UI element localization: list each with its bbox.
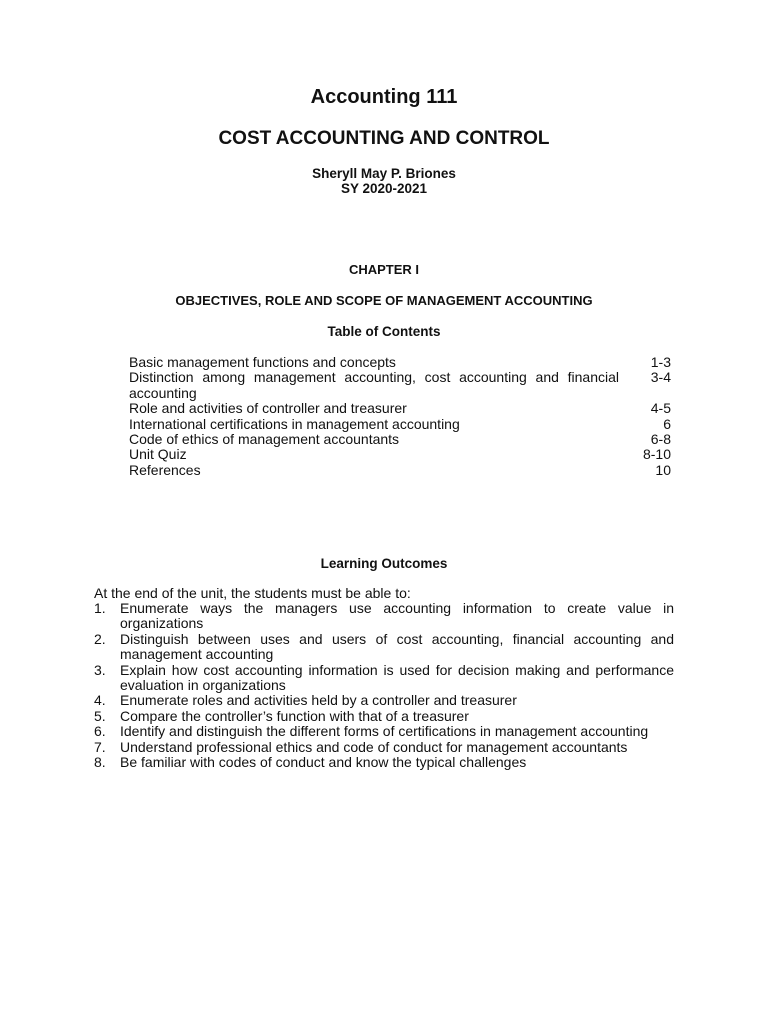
list-number: 2. <box>94 630 106 647</box>
list-number: 1. <box>94 600 106 616</box>
toc-row <box>129 417 671 432</box>
toc-heading: Table of Contents <box>327 324 441 339</box>
toc-item-title: Role and activities of controller and treasurer <box>129 400 407 417</box>
author-name: Sheryll May P. Briones <box>312 166 456 181</box>
toc-item-pages: 3-4 <box>650 369 671 386</box>
list-number: 3. <box>94 661 106 678</box>
list-text: Explain how cost accounting information is used for decision making and performance evaluation in organizations <box>120 661 674 694</box>
course-code-heading: Accounting 111 <box>310 86 458 108</box>
list-item <box>94 632 674 663</box>
toc-item-title: International certifications in management accounting <box>129 415 460 432</box>
toc-row <box>129 463 671 478</box>
list-text: Understand professional ethics and code of conduct for management accountants <box>120 738 628 755</box>
list-number: 4. <box>94 692 106 709</box>
list-text: Be familiar with codes of conduct and know the typical challenges <box>120 754 527 771</box>
list-text: Enumerate ways the managers use accounting information to create value in organizations <box>120 600 674 632</box>
table-of-contents <box>129 355 671 478</box>
list-text: Compare the controller’s function with that of a treasurer <box>120 707 469 724</box>
toc-item-title: Code of ethics of management accountants <box>129 431 400 448</box>
list-item <box>94 693 674 708</box>
list-item <box>94 601 674 632</box>
toc-item-pages: 8-10 <box>642 446 671 463</box>
list-number: 8. <box>94 754 106 771</box>
course-title-heading: COST ACCOUNTING AND CONTROL <box>218 128 550 149</box>
list-item <box>94 755 674 770</box>
toc-item-title: Distinction among management accounting, cost accounting and financial accounting <box>129 369 619 401</box>
toc-item-title: References <box>129 461 201 478</box>
learning-outcomes-heading: Learning Outcomes <box>320 556 448 571</box>
learning-outcomes-intro: At the end of the unit, the students must be able to: <box>94 585 411 601</box>
toc-row <box>129 370 671 401</box>
toc-item-title: Basic management functions and concepts <box>129 354 396 370</box>
toc-row <box>129 432 671 447</box>
toc-row <box>129 447 671 462</box>
chapter-label: CHAPTER I <box>348 262 420 277</box>
chapter-title: OBJECTIVES, ROLE AND SCOPE OF MANAGEMENT ACCOUNTING <box>175 293 593 308</box>
toc-item-title: Unit Quiz <box>129 446 187 463</box>
toc-item-pages: 1-3 <box>650 354 671 370</box>
list-number: 6. <box>94 723 106 740</box>
list-number: 7. <box>94 738 106 755</box>
list-text: Distinguish between uses and users of cost accounting, financial accounting and management accounting <box>120 630 674 663</box>
learning-outcomes-list <box>94 601 674 770</box>
toc-row <box>129 355 671 370</box>
list-item <box>94 709 674 724</box>
toc-item-pages: 10 <box>655 461 671 478</box>
toc-row <box>129 401 671 416</box>
list-number: 5. <box>94 707 106 724</box>
list-item <box>94 724 674 739</box>
toc-item-pages: 6 <box>663 415 671 432</box>
list-text: Identify and distinguish the different forms of certifications in management accounting <box>120 723 649 740</box>
list-item <box>94 663 674 694</box>
toc-item-pages: 4-5 <box>650 400 671 417</box>
toc-item-pages: 6-8 <box>650 431 671 448</box>
school-year: SY 2020-2021 <box>340 181 428 196</box>
list-item <box>94 740 674 755</box>
list-text: Enumerate roles and activities held by a controller and treasurer <box>120 692 517 709</box>
